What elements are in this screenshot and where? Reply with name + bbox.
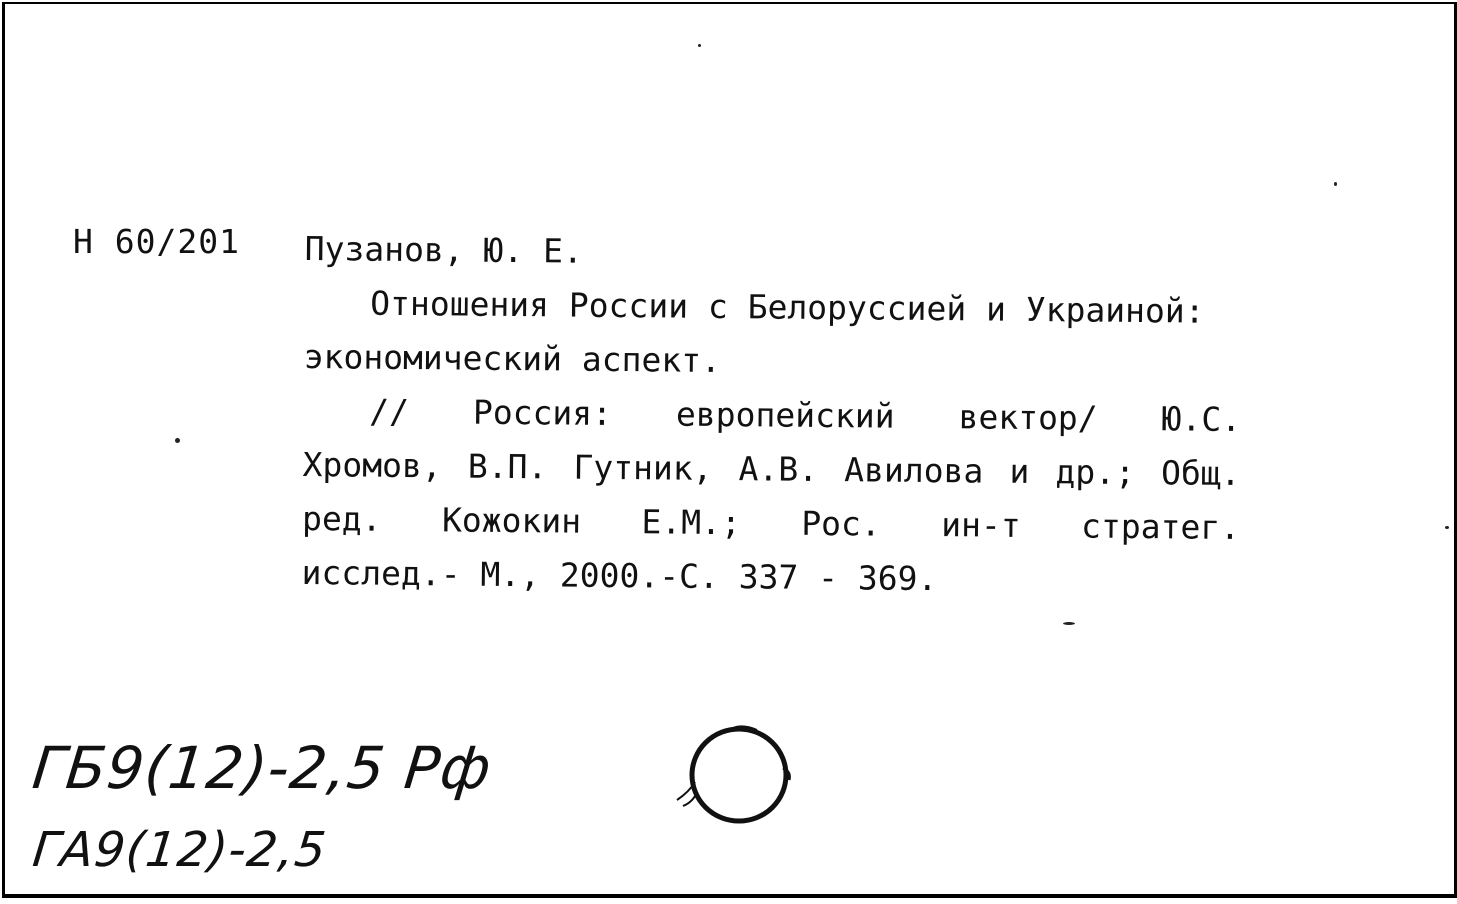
source-word: стратег. — [1080, 506, 1241, 547]
source-word: Рос. — [801, 503, 881, 544]
bibliographic-entry — [301, 222, 1245, 609]
source-word: Е.М.; — [641, 502, 742, 543]
source-word: Общ. — [1160, 453, 1241, 493]
source-word: Россия: — [472, 392, 613, 433]
speck — [698, 44, 701, 47]
speck — [175, 438, 180, 443]
source-word: Ю.С. — [1161, 399, 1242, 439]
source-word: Кожокин — [441, 500, 582, 541]
source-word: А.В. — [738, 449, 819, 489]
title-line-2: экономический аспект. — [303, 336, 722, 380]
punch-hole-icon — [673, 720, 803, 830]
source-word: // — [369, 391, 410, 432]
catalog-card — [2, 2, 1457, 898]
shelfmark: Н 60/201 — [73, 222, 240, 261]
source-word: ред. — [301, 498, 382, 539]
source-word: др.; — [1055, 452, 1136, 492]
source-word: и — [1009, 451, 1030, 491]
source-word: Авилова — [844, 450, 984, 491]
source-word: ин-т — [941, 505, 1021, 545]
source-line-2 — [302, 438, 1240, 501]
source-line-3 — [302, 492, 1240, 555]
source-word: В.П. — [467, 446, 548, 487]
source-word: Гутник, — [573, 447, 713, 488]
classification-code-2: ГА9(12)-2,5 — [30, 822, 330, 878]
source-word: европейский — [675, 394, 895, 436]
classification-code-1: ГБ9(12)-2,5 Рф — [29, 734, 495, 802]
source-line-1 — [303, 384, 1241, 447]
source-word: Хромов, — [302, 444, 442, 486]
speck — [1334, 182, 1337, 186]
speck — [1063, 622, 1075, 625]
source-word: вектор/ — [958, 397, 1098, 438]
source-line-4: исслед.- М., 2000.-С. 337 - 369. — [301, 552, 938, 599]
title-line-1: Отношения России с Белоруссией и Украиной: — [370, 283, 1205, 331]
author-line: Пузанов, Ю. Е. — [304, 228, 584, 271]
speck — [1445, 526, 1449, 529]
